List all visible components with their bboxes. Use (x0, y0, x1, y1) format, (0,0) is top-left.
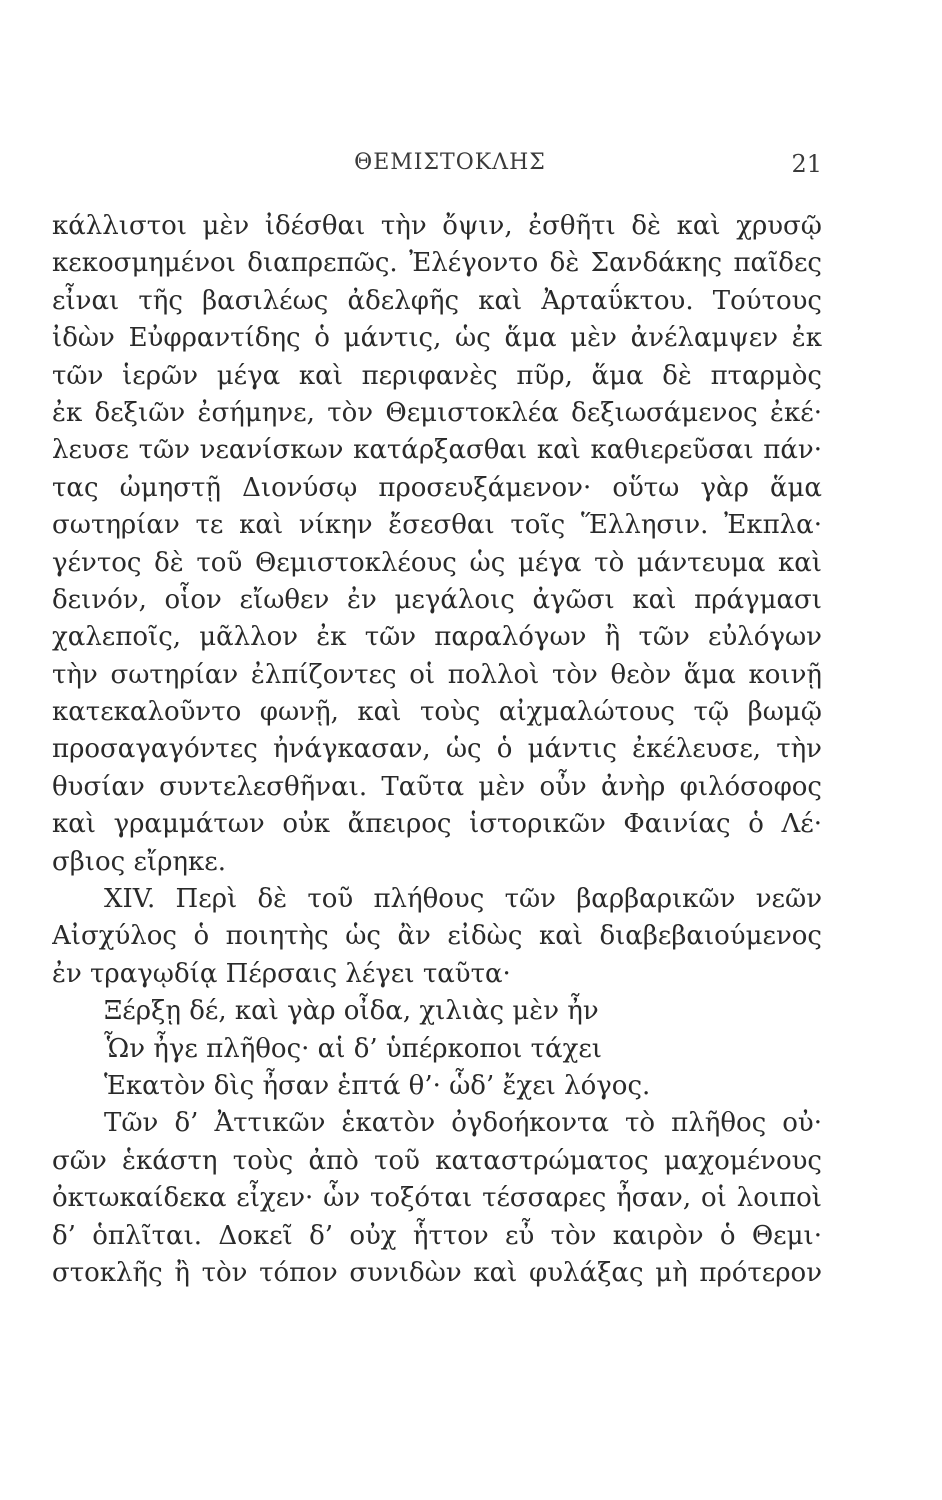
verse-line: Ξέρξῃ δέ, καὶ γὰρ οἶδα, χιλιὰς μὲν ἦν (104, 996, 599, 1027)
page-number: 21 (791, 150, 822, 178)
text-line: δεινόν, οἷον εἴωθεν ἐν μεγάλοις ἀγῶσι καὶ πράγμασι (52, 584, 822, 615)
text-line: προσαγαγόντες ἠνάγκασαν, ὡς ὁ μάντις ἐκέλευσε, τὴν (52, 734, 822, 765)
text-line: τας ὠμηστῇ Διονύσῳ προσευξάμενον· οὕτω γὰρ ἅμα (52, 472, 822, 503)
text-line: καὶ γραμμάτων οὐκ ἄπειρος ἱστορικῶν Φαινίας ὁ Λέ· (52, 809, 822, 840)
text-line: τὴν σωτηρίαν ἐλπίζοντες οἱ πολλοὶ τὸν θεὸν ἅμα κοινῇ (52, 659, 822, 690)
text-line: ὀκτωκαίδεκα εἶχεν· ὧν τοξόται τέσσαρες ἦσαν, οἱ λοιποὶ (52, 1183, 822, 1214)
text-line: τῶν ἱερῶν μέγα καὶ περιφανὲς πῦρ, ἅμα δὲ πταρμὸς (52, 360, 822, 391)
section-heading-line: XIV. Περὶ δὲ τοῦ πλήθους τῶν βαρβαρικῶν νεῶν (104, 884, 822, 915)
text-line: ἐν τραγῳδίᾳ Πέρσαις λέγει ταῦτα· (52, 958, 511, 989)
text-line: σωτηρίαν τε καὶ νίκην ἔσεσθαι τοῖς Ἕλλησιν. Ἐκπλα· (52, 510, 822, 541)
text-line: λευσε τῶν νεανίσκων κατάρξασθαι καὶ καθιερεῦσαι πάν· (52, 435, 822, 466)
text-line: ἰδὼν Εὐφραντίδης ὁ μάντις, ὡς ἅμα μὲν ἀνέλαμψεν ἐκ (52, 323, 822, 354)
body-text (52, 208, 822, 1292)
text-line: Αἰσχύλος ὁ ποιητὴς ὡς ἂν εἰδὼς καὶ διαβεβαιούμενος (52, 921, 822, 952)
text-line: δ’ ὁπλῖται. Δοκεῖ δ’ οὐχ ἧττον εὖ τὸν καιρὸν ὁ Θεμι· (52, 1220, 822, 1251)
running-head-title: ΘΕΜΙΣΤΟΚΛΗΣ (354, 150, 546, 175)
text-line: κατεκαλοῦντο φωνῇ, καὶ τοὺς αἰχμαλώτους τῷ βωμῷ (52, 697, 822, 728)
text-line: θυσίαν συντελεσθῆναι. Ταῦτα μὲν οὖν ἀνὴρ φιλόσοφος (52, 771, 822, 802)
text-line: κεκοσμημένοι διαπρεπῶς. Ἐλέγοντο δὲ Σανδάκης παῖδες (52, 248, 822, 279)
running-head (0, 150, 942, 190)
text-line: χαλεποῖς, μᾶλλον ἐκ τῶν παραλόγων ἢ τῶν εὐλόγων (52, 622, 822, 653)
text-line: σῶν ἑκάστη τοὺς ἀπὸ τοῦ καταστρώματος μαχομένους (52, 1145, 822, 1176)
text-line: σβιος εἴρηκε. (52, 846, 226, 877)
text-line: στοκλῆς ἢ τὸν τόπον συνιδὼν καὶ φυλάξας μὴ πρότερον (52, 1257, 822, 1288)
text-line: Τῶν δ’ Ἀττικῶν ἑκατὸν ὀγδοήκοντα τὸ πλῆθος οὐ· (104, 1108, 822, 1139)
verse-line: Ὧν ἦγε πλῆθος· αἱ δ’ ὑπέρκοποι τάχει (104, 1033, 602, 1064)
text-line: κάλλιστοι μὲν ἰδέσθαι τὴν ὄψιν, ἐσθῆτι δὲ καὶ χρυσῷ (52, 211, 822, 241)
verse-line: Ἑκατὸν δὶς ἦσαν ἑπτά θ’· ὧδ’ ἔχει λόγος. (104, 1070, 651, 1101)
text-line: γέντος δὲ τοῦ Θεμιστοκλέους ὡς μέγα τὸ μάντευμα καὶ (52, 547, 822, 578)
text-line: ἐκ δεξιῶν ἐσήμηνε, τὸν Θεμιστοκλέα δεξιωσάμενος ἐκέ· (52, 397, 822, 428)
text-line: εἶναι τῆς βασιλέως ἀδελφῆς καὶ Ἀρταΰκτου. Τούτους (52, 285, 822, 316)
